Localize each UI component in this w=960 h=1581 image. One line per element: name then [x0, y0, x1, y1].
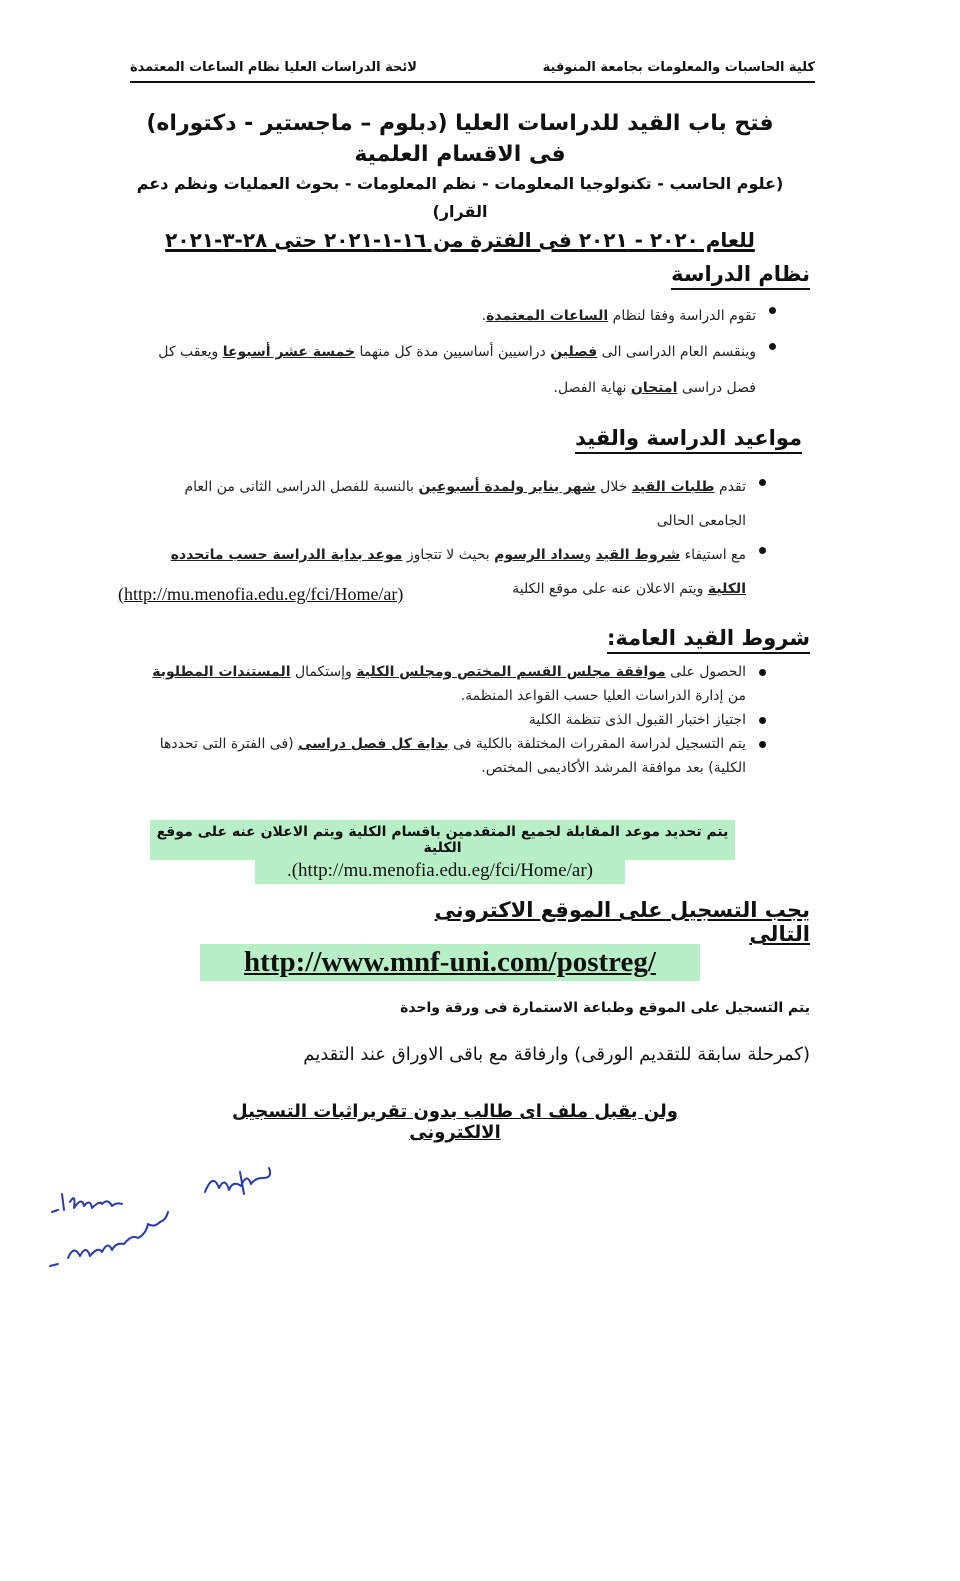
page-header [130, 60, 815, 83]
study-system-list [140, 298, 780, 406]
section-study-system: نظام الدراسة [671, 262, 810, 290]
registration-note: يتم التسجيل على الموقع وطباعة الاستمارة فى ورقة واحدة [400, 1000, 810, 1016]
title-period: للعام ٢٠٢٠ - ٢٠٢١ فى الفترة من ١٦-١-٢٠٢١ حتى ٢٨-٣-٢٠٢١ [165, 228, 755, 252]
registration-heading: يجب التسجيل على الموقع الاكترونى التالى [434, 898, 810, 946]
faculty-url[interactable]: (http://mu.menofia.edu.eg/fci/Home/ar) [118, 584, 404, 604]
list-item: تقوم الدراسة وفقا لنظام الساعات المعتمدة. [140, 298, 780, 334]
title-main: فتح باب القيد للدراسات العليا (دبلوم – ماجستير - دكتوراه) [146, 111, 774, 136]
header-faculty: كلية الحاسبات والمعلومات بجامعة المنوفية [542, 60, 815, 75]
interview-notice: يتم تحديد موعد المقابلة لجميع المتقدمين باقسام الكلية ويتم الاعلان عنه على موقع الكلية [150, 820, 735, 860]
blank-area [0, 1310, 960, 1581]
list-item: اجتياز اختبار القبول الذى تنظمة الكلية [130, 708, 770, 732]
title-departments: فى الاقسام العلمية [354, 142, 566, 167]
interview-notice-url[interactable]: .(http://mu.menofia.edu.eg/fci/Home/ar) [255, 858, 625, 884]
header-regulation: لائحة الدراسات العليا نظام الساعات المعتمدة [130, 60, 417, 75]
handwritten-signature [40, 1160, 320, 1280]
title-block [110, 108, 810, 254]
registration-warning: ولن يقبل ملف اى طالب بدون تقريراثبات التسجيل الالكترونى [232, 1101, 678, 1143]
list-item: مع استيفاء شروط القيد وسداد الرسوم بحيث لا تتجاوز موعد بداية الدراسة حسب ماتحدده الكلية ويتم الاعلان عنه على موقع الكلية [160, 538, 770, 606]
title-programs: (علوم الحاسب - تكنولوجيا المعلومات - نظم المعلومات - بحوث العمليات ونظم دعم القرار) [136, 174, 784, 221]
section-conditions: شروط القيد العامة: [607, 626, 810, 654]
registration-attachment-note: (كمرحلة سابقة للتقديم الورقى) وارفاقة مع باقى الاوراق عند التقديم [303, 1044, 810, 1065]
conditions-list [130, 660, 770, 780]
list-item: وينقسم العام الدراسى الى فصلين دراسيين أساسيين مدة كل منهما خمسة عشر أسبوعا ويعقب كل فصل دراسى امتحان نهاية الفصل. [140, 334, 780, 406]
list-item: يتم التسجيل لدراسة المقررات المختلفة بالكلية فى بداية كل فصل دراسى (فى الفترة التى تحددها الكلية) بعد موافقة المرشد الأكاديمى المختص. [130, 732, 770, 780]
section-dates: مواعيد الدراسة والقيد [575, 426, 802, 454]
registration-url[interactable]: http://www.mnf-uni.com/postreg/ [200, 944, 700, 981]
list-item: الحصول على موافقة مجلس القسم المختص ومجلس الكلية وإستكمال المستندات المطلوبة من إدارة الدراسات العليا حسب القواعد المنظمة. [130, 660, 770, 708]
list-item: تقدم طلبات القيد خلال شهر يناير ولمدة أسبوعين بالنسبة للفصل الدراسى الثانى من العام الجامعى الحالى [160, 470, 770, 538]
